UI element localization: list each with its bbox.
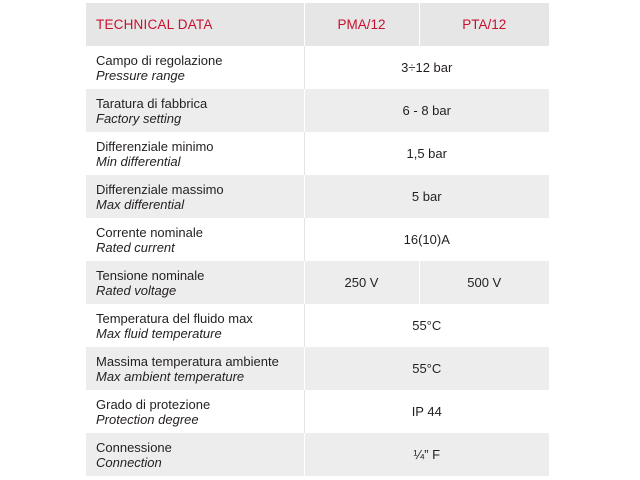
label-english: Max fluid temperature [96, 325, 222, 341]
label-italian: Massima temperatura ambiente [96, 353, 279, 369]
label-italian: Differenziale massimo [96, 181, 224, 197]
label-english: Rated current [96, 239, 175, 255]
column-header-pma12: PMA/12 [304, 3, 419, 46]
label-english: Rated voltage [96, 282, 177, 298]
label-italian: Connessione [96, 439, 172, 455]
table-row-rated-current [86, 218, 549, 261]
row-label [86, 261, 304, 304]
row-value: 16(10)A [304, 218, 549, 261]
label-italian: Corrente nominale [96, 224, 203, 240]
row-value: IP 44 [304, 390, 549, 433]
label-italian: Temperatura del fluido max [96, 310, 253, 326]
label-italian: Differenziale minimo [96, 138, 214, 154]
row-label [86, 390, 304, 433]
row-value: 6 - 8 bar [304, 89, 549, 132]
row-value: 3÷12 bar [304, 46, 549, 89]
row-label [86, 347, 304, 390]
row-label [86, 175, 304, 218]
label-italian: Campo di regolazione [96, 52, 223, 68]
table-row-min-differential [86, 132, 549, 175]
label-italian: Grado di protezione [96, 396, 211, 412]
table-header-row [86, 3, 549, 46]
row-label [86, 46, 304, 89]
label-english: Max ambient temperature [96, 368, 245, 384]
label-english: Connection [96, 454, 162, 470]
table-row-rated-voltage [86, 261, 549, 304]
row-label [86, 304, 304, 347]
table-row-factory-setting [86, 89, 549, 132]
row-value: 1,5 bar [304, 132, 549, 175]
row-label [86, 218, 304, 261]
column-header-pta12: PTA/12 [419, 3, 549, 46]
row-value: ¼” F [304, 433, 549, 476]
label-english: Min differential [96, 153, 181, 169]
label-english: Factory setting [96, 110, 182, 126]
row-value-pma12: 250 V [304, 261, 419, 304]
row-value: 55°C [304, 304, 549, 347]
table-row-max-fluid-temperature [86, 304, 549, 347]
label-english: Pressure range [96, 67, 185, 83]
label-english: Max differential [96, 196, 185, 212]
label-english: Protection degree [96, 411, 199, 427]
row-label [86, 132, 304, 175]
technical-data-table [86, 3, 549, 476]
table-row-connection [86, 433, 549, 476]
row-value-pta12: 500 V [419, 261, 549, 304]
table-row-protection-degree [86, 390, 549, 433]
row-label [86, 433, 304, 476]
table-row-max-differential [86, 175, 549, 218]
table-row-pressure-range [86, 46, 549, 89]
technical-data-heading: TECHNICAL DATA [86, 3, 304, 46]
label-italian: Taratura di fabbrica [96, 95, 208, 111]
label-italian: Tensione nominale [96, 267, 205, 283]
row-label [86, 89, 304, 132]
row-value: 55°C [304, 347, 549, 390]
row-value: 5 bar [304, 175, 549, 218]
technical-data-table-container [86, 3, 549, 476]
table-row-max-ambient-temperature [86, 347, 549, 390]
